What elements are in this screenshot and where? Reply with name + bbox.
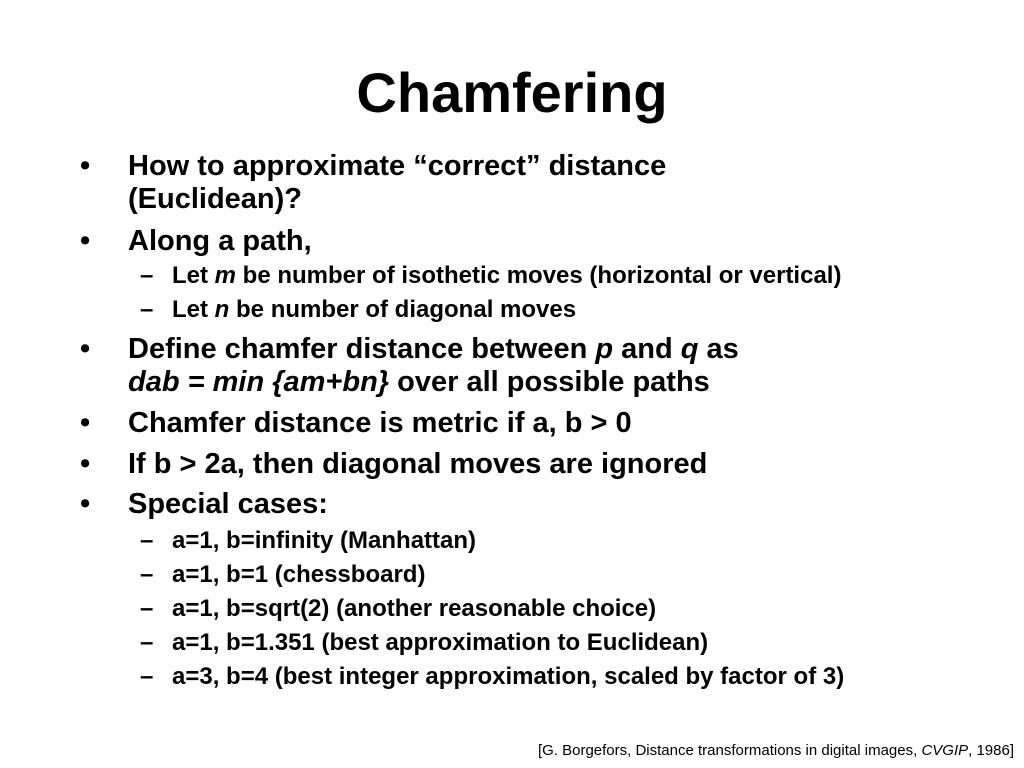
sub-bullet-text: Let n be number of diagonal moves [172, 296, 577, 323]
bullet-icon: • [80, 407, 91, 439]
sub-bullet-text: a=1, b=1 (chessboard) [172, 561, 426, 588]
bullet-text: Along a path, [128, 225, 312, 257]
sub-bullet-text: a=1, b=1.351 (best approximation to Euclidean) [172, 629, 709, 656]
bullet-icon: • [80, 448, 91, 480]
slide-title: Chamfering [356, 61, 668, 124]
dash-icon: – [140, 262, 154, 289]
bullet-text: Define chamfer distance between p and q as dab = min {am+bn} over all possible paths [128, 333, 739, 398]
bullet-icon: • [80, 488, 91, 520]
dash-icon: – [140, 296, 154, 323]
sub-bullet-text: a=1, b=infinity (Manhattan) [172, 527, 477, 554]
dash-icon: – [140, 527, 154, 554]
bullet-text: Special cases: [128, 488, 328, 520]
dash-icon: – [140, 595, 154, 622]
bullet-icon: • [80, 150, 91, 182]
dash-icon: – [140, 663, 154, 690]
sub-bullet-text: Let m be number of isothetic moves (horizontal or vertical) [172, 262, 842, 289]
bullet-icon: • [80, 333, 91, 365]
citation: [G. Borgefors, Distance transformations in digital images, CVGIP, 1986] [537, 742, 1014, 759]
sub-bullet-text: a=1, b=sqrt(2) (another reasonable choice) [172, 595, 657, 622]
sub-bullet-text: a=3, b=4 (best integer approximation, scaled by factor of 3) [172, 663, 845, 690]
bullet-text: If b > 2a, then diagonal moves are ignored [128, 448, 708, 480]
chamfer-formula: dab = min {am+bn} [128, 366, 390, 398]
bullet-text: How to approximate “correct” distance (Euclidean)? [128, 150, 667, 215]
bullet-icon: • [80, 225, 91, 257]
dash-icon: – [140, 561, 154, 588]
bullet-text: Chamfer distance is metric if a, b > 0 [128, 407, 632, 439]
dash-icon: – [140, 629, 154, 656]
